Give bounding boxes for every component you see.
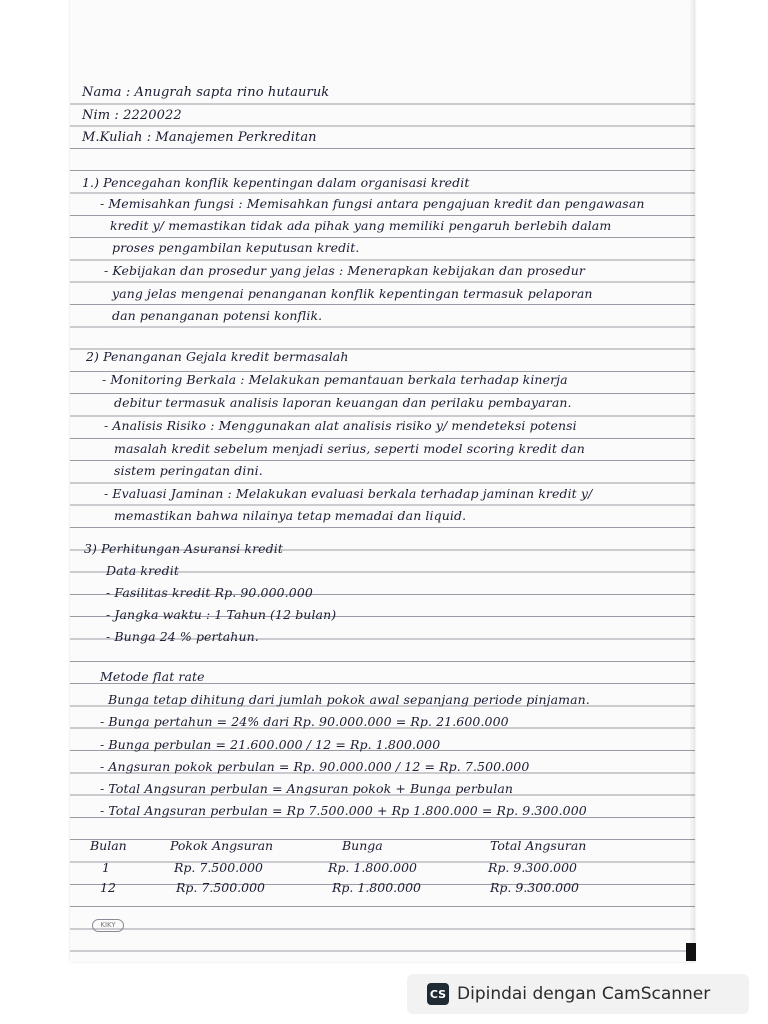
- q1-line: dan penanganan potensi konflik.: [112, 308, 323, 323]
- camscanner-logo-icon: CS: [427, 983, 449, 1005]
- q1-line: yang jelas mengenai penanganan konflik kepentingan termasuk pelaporan: [112, 286, 593, 301]
- table-cell: 12: [100, 880, 116, 895]
- table-cell: Rp. 9.300.000: [488, 860, 577, 875]
- method-line: - Total Angsuran perbulan = Angsuran pokok + Bunga perbulan: [100, 781, 514, 796]
- q2-line: memastikan bahwa nilainya tetap memadai dan liquid.: [114, 508, 467, 523]
- nim-line: Nim : 2220022: [82, 108, 182, 123]
- name-line: Nama : Anugrah sapta rino hutauruk: [82, 85, 330, 100]
- camscanner-watermark: [407, 974, 749, 1014]
- page-edge-shadow: [689, 0, 695, 962]
- q2-line: - Monitoring Berkala : Melakukan pemantauan berkala terhadap kinerja: [102, 372, 568, 387]
- q2-line: - Analisis Risiko : Menggunakan alat analisis risiko y/ mendeteksi potensi: [104, 418, 577, 433]
- scan-edge-mark: [686, 943, 696, 961]
- camscanner-label: Dipindai dengan CamScanner: [457, 984, 711, 1004]
- table-header-month: Bulan: [90, 838, 127, 853]
- method-line: - Bunga pertahun = 24% dari Rp. 90.000.000 = Rp. 21.600.000: [100, 714, 509, 729]
- notebook-page: [70, 0, 695, 962]
- q3-line: - Fasilitas kredit Rp. 90.000.000: [106, 585, 313, 600]
- q2-line: masalah kredit sebelum menjadi serius, seperti model scoring kredit dan: [114, 441, 585, 456]
- q3-line: Data kredit: [106, 563, 179, 578]
- table-cell: Rp. 9.300.000: [490, 880, 579, 895]
- table-header-principal: Pokok Angsuran: [170, 838, 274, 853]
- table-cell: Rp. 1.800.000: [328, 860, 417, 875]
- q1-line: kredit y/ memastikan tidak ada pihak yang memiliki pengaruh berlebih dalam: [110, 218, 612, 233]
- table-cell: Rp. 7.500.000: [176, 880, 265, 895]
- q1-line: - Memisahkan fungsi : Memisahkan fungsi antara pengajuan kredit dan pengawasan: [100, 196, 645, 211]
- method-line: - Total Angsuran perbulan = Rp 7.500.000 + Rp 1.800.000 = Rp. 9.300.000: [100, 803, 587, 818]
- q3-title: 3) Perhitungan Asuransi kredit: [84, 541, 284, 556]
- method-line: - Bunga perbulan = 21.600.000 / 12 = Rp. 1.800.000: [100, 737, 441, 752]
- table-cell: Rp. 7.500.000: [174, 860, 263, 875]
- q2-title: 2) Penanganan Gejala kredit bermasalah: [86, 349, 349, 364]
- q3-line: - Jangka waktu : 1 Tahun (12 bulan): [106, 607, 337, 622]
- q1-title: 1.) Pencegahan konflik kepentingan dalam organisasi kredit: [82, 175, 470, 190]
- table-header-total: Total Angsuran: [490, 838, 587, 853]
- q3-line: - Bunga 24 % pertahun.: [106, 629, 259, 644]
- table-cell: Rp. 1.800.000: [332, 880, 421, 895]
- course-line: M.Kuliah : Manajemen Perkreditan: [82, 130, 317, 145]
- q1-line: - Kebijakan dan prosedur yang jelas : Menerapkan kebijakan dan prosedur: [104, 263, 586, 278]
- q2-line: debitur termasuk analisis laporan keuangan dan perilaku pembayaran.: [114, 395, 572, 410]
- table-cell: 1: [102, 860, 110, 875]
- method-title: Metode flat rate: [100, 669, 205, 684]
- q2-line: sistem peringatan dini.: [114, 463, 263, 478]
- q2-line: - Evaluasi Jaminan : Melakukan evaluasi berkala terhadap jaminan kredit y/: [104, 486, 593, 501]
- table-header-interest: Bunga: [342, 838, 383, 853]
- method-line: - Angsuran pokok perbulan = Rp. 90.000.000 / 12 = Rp. 7.500.000: [100, 759, 530, 774]
- notebook-brand-mark: KIKY: [92, 919, 124, 932]
- q1-line: proses pengambilan keputusan kredit.: [112, 240, 360, 255]
- method-line: Bunga tetap dihitung dari jumlah pokok awal sepanjang periode pinjaman.: [108, 692, 590, 707]
